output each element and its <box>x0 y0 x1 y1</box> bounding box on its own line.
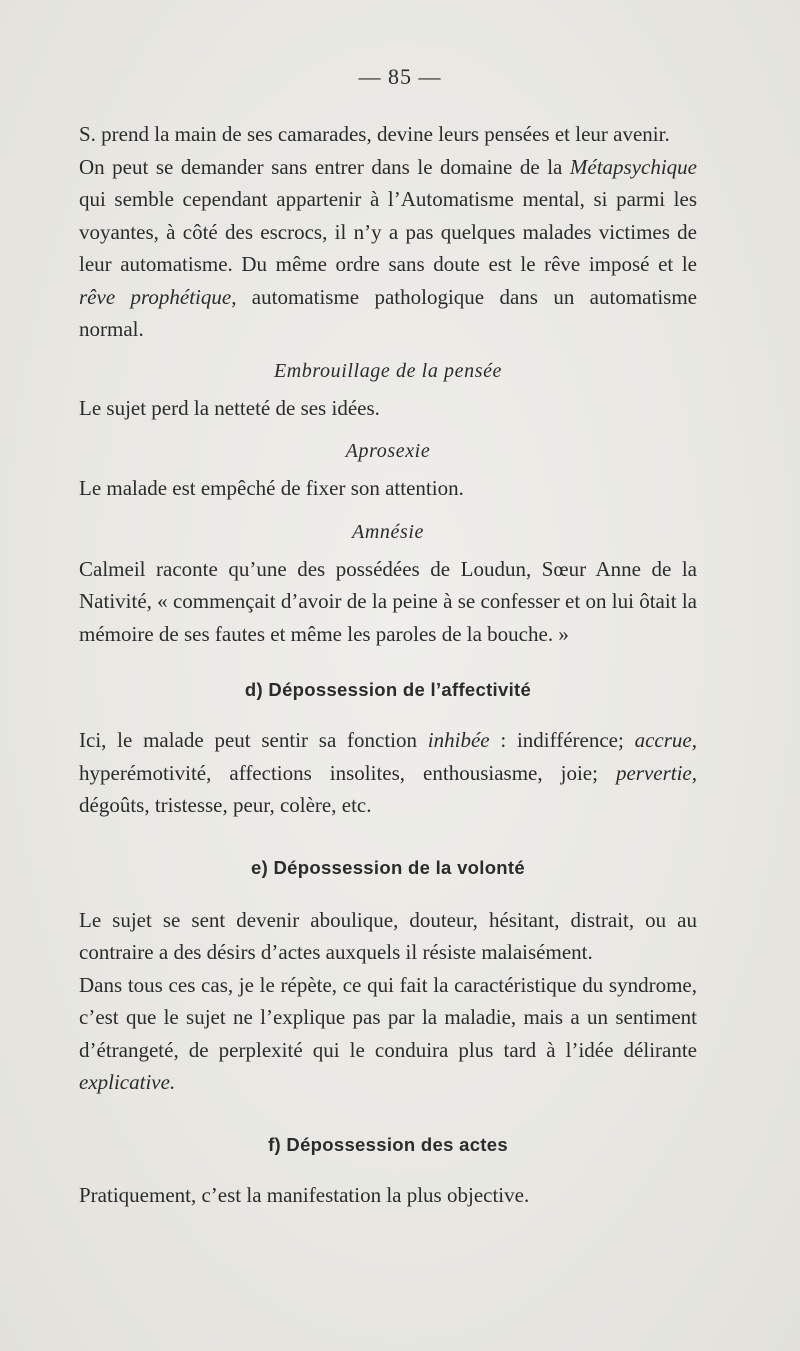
italic-term: accrue, <box>634 728 697 752</box>
text-segment: Ici, le malade peut sentir sa fonction <box>79 728 428 752</box>
section-heading-affectivite: d) Dépossession de l’affectivité <box>244 679 532 700</box>
italic-term: explicative. <box>79 1070 176 1094</box>
text-segment: On peut se demander sans entrer dans le domaine de la <box>79 154 570 179</box>
paragraph-voyance: S. prend la main de ses camarades, devine leurs pensées et leur avenir. <box>79 122 670 146</box>
paragraph-affectivite <box>79 724 697 822</box>
italic-term: pervertie, <box>615 760 697 785</box>
paragraph-metapsychique <box>79 151 697 346</box>
paragraph-aprosexie: Le malade est empêché de fixer son attention. <box>79 476 464 500</box>
section-heading-volonte: e) Dépossession de la volonté <box>251 856 525 878</box>
italic-term: Métapsychique <box>569 154 697 179</box>
paragraph-embrouillage: Le sujet perd la netteté de ses idées. <box>79 395 380 420</box>
section-heading-actes: f) Dépossession des actes <box>268 1133 508 1155</box>
page-number: — 85 — <box>358 64 442 89</box>
paragraph-syndrome <box>79 969 697 1099</box>
subheading-amnesie: Amnésie <box>352 520 424 543</box>
paragraph-amnesie: Calmeil raconte qu’une des possédées de Loudun, Sœur Anne de la Nativité, « commençait d’avoir de la peine à se confesser et on lui ôtait la mémoire de ses fautes et même les paroles de la bouche. » <box>79 556 697 646</box>
subheading-aprosexie: Aprosexie <box>345 440 431 462</box>
text-segment: : indifférence; <box>489 728 635 752</box>
page-body <box>79 118 697 1211</box>
text-segment: Dans tous ces cas, je le répète, ce qui fait la caractéristique du syndrome, c’est que le sujet ne l’explique pas par la maladie, mais a un sentiment d’étrangeté, de perplexité qui le conduira plus tard à l’idée délirante <box>79 972 697 1062</box>
text-segment: dégoûts, tristesse, peur, colère, etc. <box>79 793 372 817</box>
paragraph-actes: Pratiquement, c’est la manifestation la plus objective. <box>79 1182 530 1207</box>
italic-term: rêve prophétique, <box>79 284 237 309</box>
text-segment: qui semble cependant appartenir à l’Automatisme mental, si parmi les voyantes, à côté des escrocs, il n’y a pas quelques malades victimes de leur automatisme. Du même ordre sans doute est le rêve imposé et le <box>79 187 697 276</box>
subheading-embrouillage: Embrouillage de la pensée <box>273 359 503 382</box>
text-segment: automatisme pathologique dans un automatisme normal. <box>79 284 697 341</box>
paragraph-volonte: Le sujet se sent devenir aboulique, douteur, hésitant, distrait, ou au contraire a des désirs d’actes auxquels il résiste malaisément. <box>79 907 697 964</box>
text-segment: hyperémotivité, affections insolites, enthousiasme, joie; <box>79 760 616 785</box>
italic-term: inhibée <box>427 728 490 752</box>
